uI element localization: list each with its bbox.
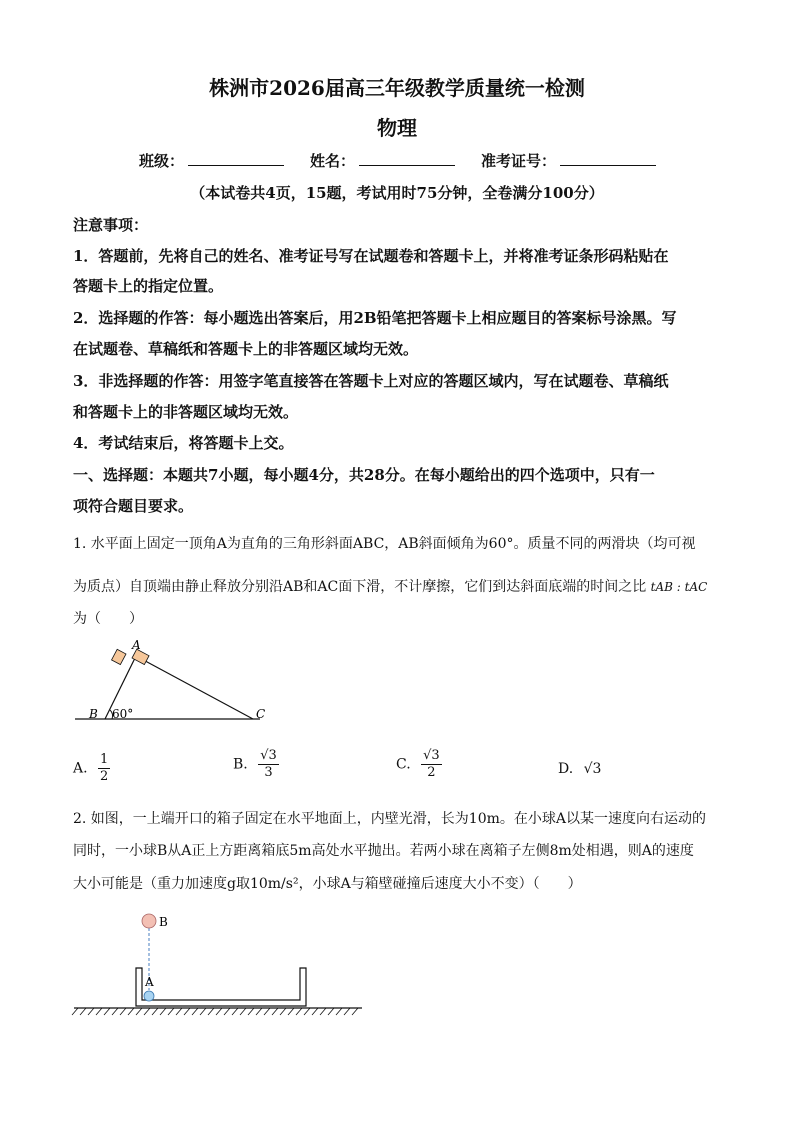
option-letter: D.	[558, 761, 574, 777]
q1-incline-figure	[70, 636, 270, 728]
notice-line: 答题卡上的指定位置。	[73, 277, 224, 295]
option-numerator: √3	[260, 748, 277, 763]
q1-ratio: tAB : tAC	[650, 580, 708, 594]
notice-line: 在试题卷、草稿纸和答题卡上的非答题区域均无效。	[73, 340, 419, 358]
option-numerator: 1	[100, 752, 109, 767]
name-field	[310, 150, 455, 171]
q1-text-line2: 为质点）自顶端由静止释放分别沿AB和AC面下滑，不计摩擦，它们到达斜面底端的时间之比	[73, 579, 647, 595]
q1-text: 1. 水平面上固定一顶角A为直角的三角形斜面ABC，AB斜面倾角为60°。质量不同的两滑块（均可视	[73, 536, 696, 552]
q1-label-c: C	[256, 707, 266, 721]
exam-no-blank	[560, 151, 656, 166]
option-letter: C.	[396, 756, 411, 773]
notice-heading: 注意事项：	[73, 216, 149, 234]
option-value: √3	[583, 761, 602, 777]
q1-text: 为（ ）	[73, 611, 143, 627]
q1-angle-label: 60°	[112, 707, 134, 721]
class-field	[139, 150, 284, 171]
notice-line: 2．选择题的作答：每小题选出答案后，用2B铅笔把答题卡上相应题目的答案标号涂黑。写	[73, 309, 677, 327]
subject-title: 物理	[377, 116, 417, 140]
notice-line: 和答题卡上的非答题区域均无效。	[73, 403, 299, 421]
page-title: 株洲市2026届高三年级教学质量统一检测	[209, 76, 585, 100]
q2-text: 大小可能是（重力加速度g取10m/s²，小球A与箱壁碰撞后速度大小不变）（ ）	[73, 876, 582, 892]
q2-text: 2. 如图，一上端开口的箱子固定在水平地面上，内壁光滑，长为10m。在小球A以某一速度向右运动的	[73, 811, 707, 827]
notice-line: 4．考试结束后，将答题卡上交。	[73, 434, 294, 452]
option-letter: B.	[233, 756, 248, 773]
q1-option-d[interactable]	[558, 761, 601, 777]
class-label: 班级：	[139, 152, 185, 170]
name-label: 姓名：	[310, 152, 356, 170]
notice-line: 3．非选择题的作答：用签字笔直接答在答题卡上对应的答题区域内，写在试题卷、草稿纸	[73, 372, 669, 390]
q1-option-c[interactable]	[396, 748, 442, 781]
option-denominator: 3	[264, 765, 273, 780]
exam-no-field	[481, 150, 656, 171]
q1-label-b: B	[89, 707, 98, 721]
option-numerator: √3	[423, 748, 440, 763]
name-blank	[359, 151, 455, 166]
exam-no-label: 准考证号：	[481, 152, 557, 170]
class-blank	[188, 151, 284, 166]
option-denominator: 2	[427, 765, 436, 780]
q2-label-a: A	[145, 975, 154, 989]
section-heading: 一、选择题：本题共7小题，每小题4分，共28分。在每小题给出的四个选项中，只有一	[73, 466, 655, 484]
notice-line: 1．答题前，先将自己的姓名、准考证号写在试题卷和答题卡上，并将准考证条形码粘贴在	[73, 247, 669, 265]
q2-text: 同时，一小球B从A正上方距离箱底5m高处水平抛出。若两小球在离箱子左侧8m处相遇，则A的速度	[73, 843, 694, 859]
q2-label-b: B	[159, 915, 168, 929]
option-letter: A.	[73, 760, 88, 777]
q2-box-figure	[70, 908, 370, 1022]
q1-option-b[interactable]	[233, 748, 279, 781]
exam-note: （本试卷共4页，15题，考试用时75分钟，全卷满分100分）	[190, 184, 604, 202]
q1-option-a[interactable]	[73, 752, 110, 785]
q1-label-a: A	[132, 638, 141, 652]
option-denominator: 2	[100, 769, 109, 784]
q1-text	[73, 576, 707, 596]
section-heading-cont: 项符合题目要求。	[73, 497, 194, 515]
